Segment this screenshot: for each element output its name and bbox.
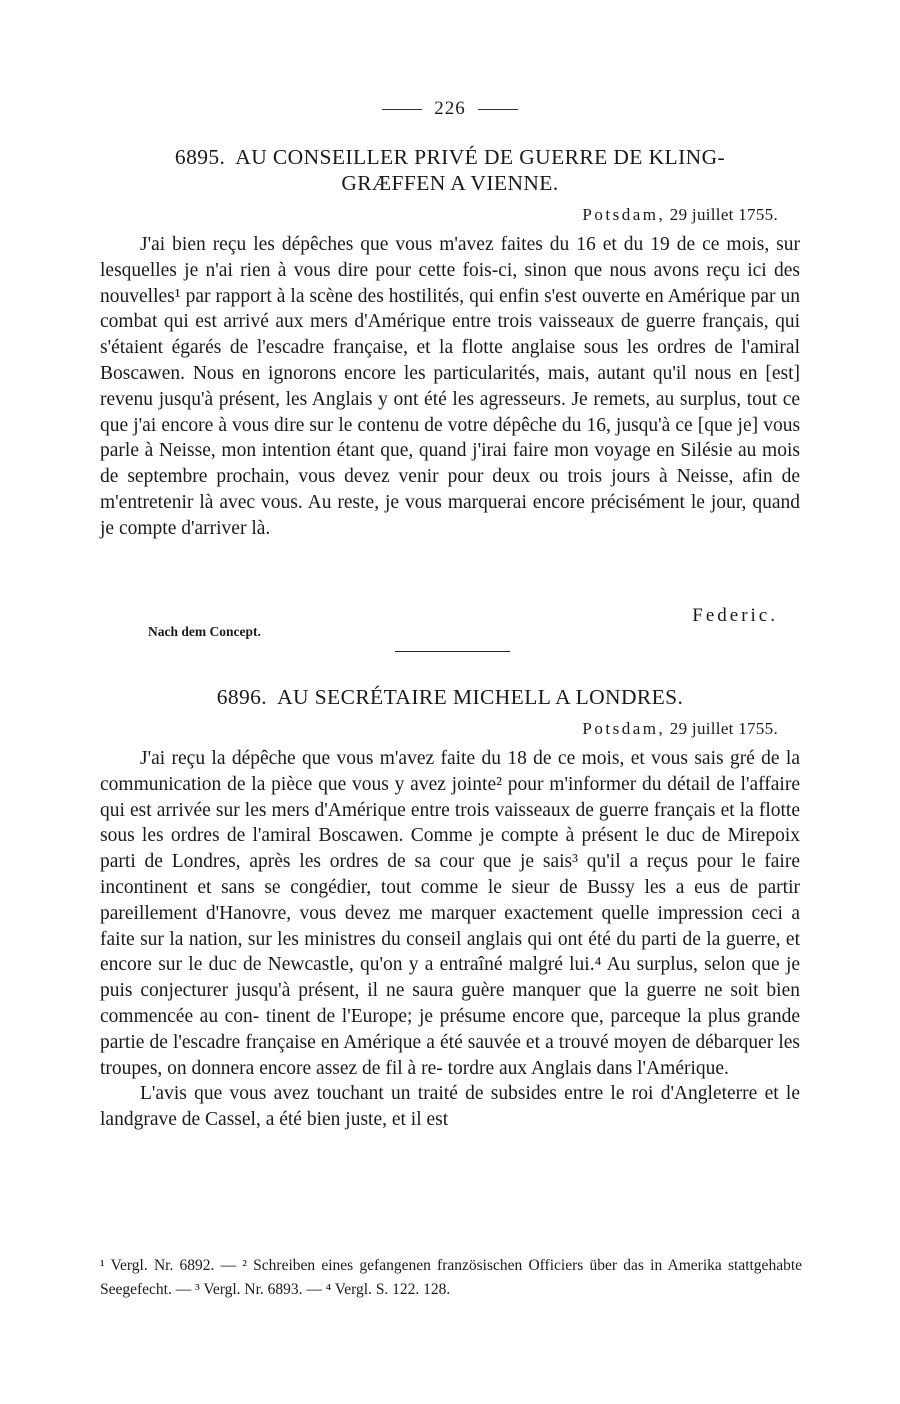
body-line: qui s'étaient égarés de l'escadre française, et la flotte anglaise sous les (100, 311, 800, 359)
letter-6896-paragraph-1 (100, 746, 800, 1081)
dateline-date: 29 juillet 1755. (669, 719, 778, 738)
page-number-text: 226 (434, 98, 466, 119)
letter-title-line1: AU SECRÉTAIRE MICHELL A LONDRES. (277, 685, 684, 709)
dateline-place: Potsdam, (582, 719, 666, 738)
body-line: ont été les agresseurs. Je remets, au surplus, tout ce que j'ai encore (100, 388, 800, 436)
page-number-rule-right (478, 109, 518, 110)
letter-6896-dateline (582, 719, 778, 739)
dateline-date: 29 juillet 1755. (669, 205, 778, 224)
letter-title-line2: GRÆFFEN A VIENNE. (341, 171, 559, 195)
body-line: d'Angleterre et le landgrave de Cassel, a été bien juste, et il est (100, 1083, 801, 1131)
footnote-line: das in Amerika stattgehabte Seegefecht. — ³ Vergl. Nr. 6893. — ⁴ Vergl. S. 122. 128. (100, 1257, 803, 1298)
body-line: guerre, et encore sur le duc de Newcastle, qu'on y a entraîné malgré (100, 928, 800, 976)
body-line: 19 de ce mois, sur lesquelles je n'ai rien à vous dire pour cette fois-ci, (100, 234, 800, 281)
body-line: partie de l'escadre française en Amérique a été sauvée et a trouvé (100, 1031, 609, 1053)
letter-title-line1: AU CONSEILLER PRIVÉ DE GUERRE DE KLING- (235, 145, 726, 169)
source-note: Nach dem Concept. (148, 624, 261, 639)
body-line: vous parle à Neisse, mon intention étant que, quand j'irai faire mon (100, 414, 801, 462)
body-line: moyen de débarquer les troupes, on donnera encore assez de fil à re- (100, 1031, 801, 1079)
body-line: tinent de l'Europe; je présume encore que, parceque la plus grande (265, 1005, 800, 1027)
body-line: arrivé aux mers d'Amérique entre trois vaisseaux de guerre français, (223, 311, 769, 333)
body-line: tordre aux Anglais dans l'Amérique. (447, 1057, 729, 1079)
body-line: d'Amérique entre trois vaisseaux de guerre français et la flotte sous les (100, 799, 800, 847)
body-line: à vous dire sur le contenu de votre dépêche du 16, jusqu'à ce [que je] (218, 414, 759, 436)
body-line: Mirepoix parti de Londres, après les ordres de sa cour que je sais³ (100, 825, 801, 873)
body-line: J'ai bien reçu les dépêches que vous m'avez faites du 16 et du (140, 234, 644, 255)
signature: Federic. (692, 605, 778, 626)
body-line: Au reste, je vous marquerai encore précisément le jour, quand je compte (100, 491, 800, 539)
letter-6895-paragraph (100, 232, 800, 542)
body-line: hostilités, qui enfin s'est ouverte en Amérique par un combat qui est (100, 285, 800, 333)
body-line: le sieur de Bussy les a eus de partir pareillement d'Hanovre, vous (100, 876, 800, 924)
body-line: qu'il a reçus pour le faire incontinent et sans se congédier, tout comme (100, 851, 800, 898)
body-line: nation, sur les ministres du conseil anglais qui ont été du parti de la (188, 928, 721, 950)
body-line: vous sais gré de la communication de la pièce que vous y avez jointe² (100, 748, 801, 795)
body-line: voyage en Silésie au mois de septembre prochain, vous devez venir (100, 440, 800, 488)
body-line: saura guère manquer que la guerre ne soit bien commencée au con- (100, 980, 800, 1027)
letter-6896-paragraph-2 (100, 1081, 800, 1133)
body-line: L'avis que vous avez touchant un traité de subsides entre le roi (140, 1083, 654, 1105)
letter-6895-dateline (582, 205, 778, 225)
letter-number: 6895. (174, 145, 226, 169)
body-line: ordres de l'amiral Boscawen. Nous en ignorons encore les particularités, (100, 337, 800, 384)
body-line: lui.⁴ Au surplus, selon que je puis conjecturer jusqu'à présent, il ne (100, 954, 801, 1002)
body-line: d'arriver là. (181, 517, 271, 539)
body-line: J'ai reçu la dépêche que vous m'avez faite du 18 de ce mois, et (140, 748, 645, 769)
letter-6896-heading (100, 684, 800, 710)
body-line: mais, autant qu'il nous en [est] revenu jusqu'à présent, les Anglais y (100, 362, 801, 410)
page-number (0, 98, 900, 120)
body-line: pour m'informer du détail de l'affaire qui est arrivée sur les mers (100, 773, 801, 821)
letter-6895-body (100, 232, 800, 542)
letter-number: 6896. (216, 685, 268, 709)
body-line: ordres de l'amiral Boscawen. Comme je compte à présent le duc de (170, 825, 721, 847)
section-separator (395, 651, 510, 652)
footnotes (100, 1254, 802, 1302)
footnote-line: ¹ Vergl. Nr. 6892. — ² Schreiben eines gefangenen französischen Officiers über (100, 1257, 618, 1274)
letter-6896-body (100, 746, 800, 1133)
body-line: pour deux ou trois jours à Neisse, afin de m'entretenir là avec vous. (100, 466, 801, 513)
page-number-rule-left (382, 109, 422, 110)
dateline-place: Potsdam, (582, 205, 666, 224)
letter-6895-heading (100, 144, 800, 196)
body-line: sinon que nous avons reçu ici des nouvelles¹ par rapport à la scène des (100, 259, 800, 307)
body-line: devez me marquer exactement quelle impression ceci a faite sur la (100, 902, 800, 950)
